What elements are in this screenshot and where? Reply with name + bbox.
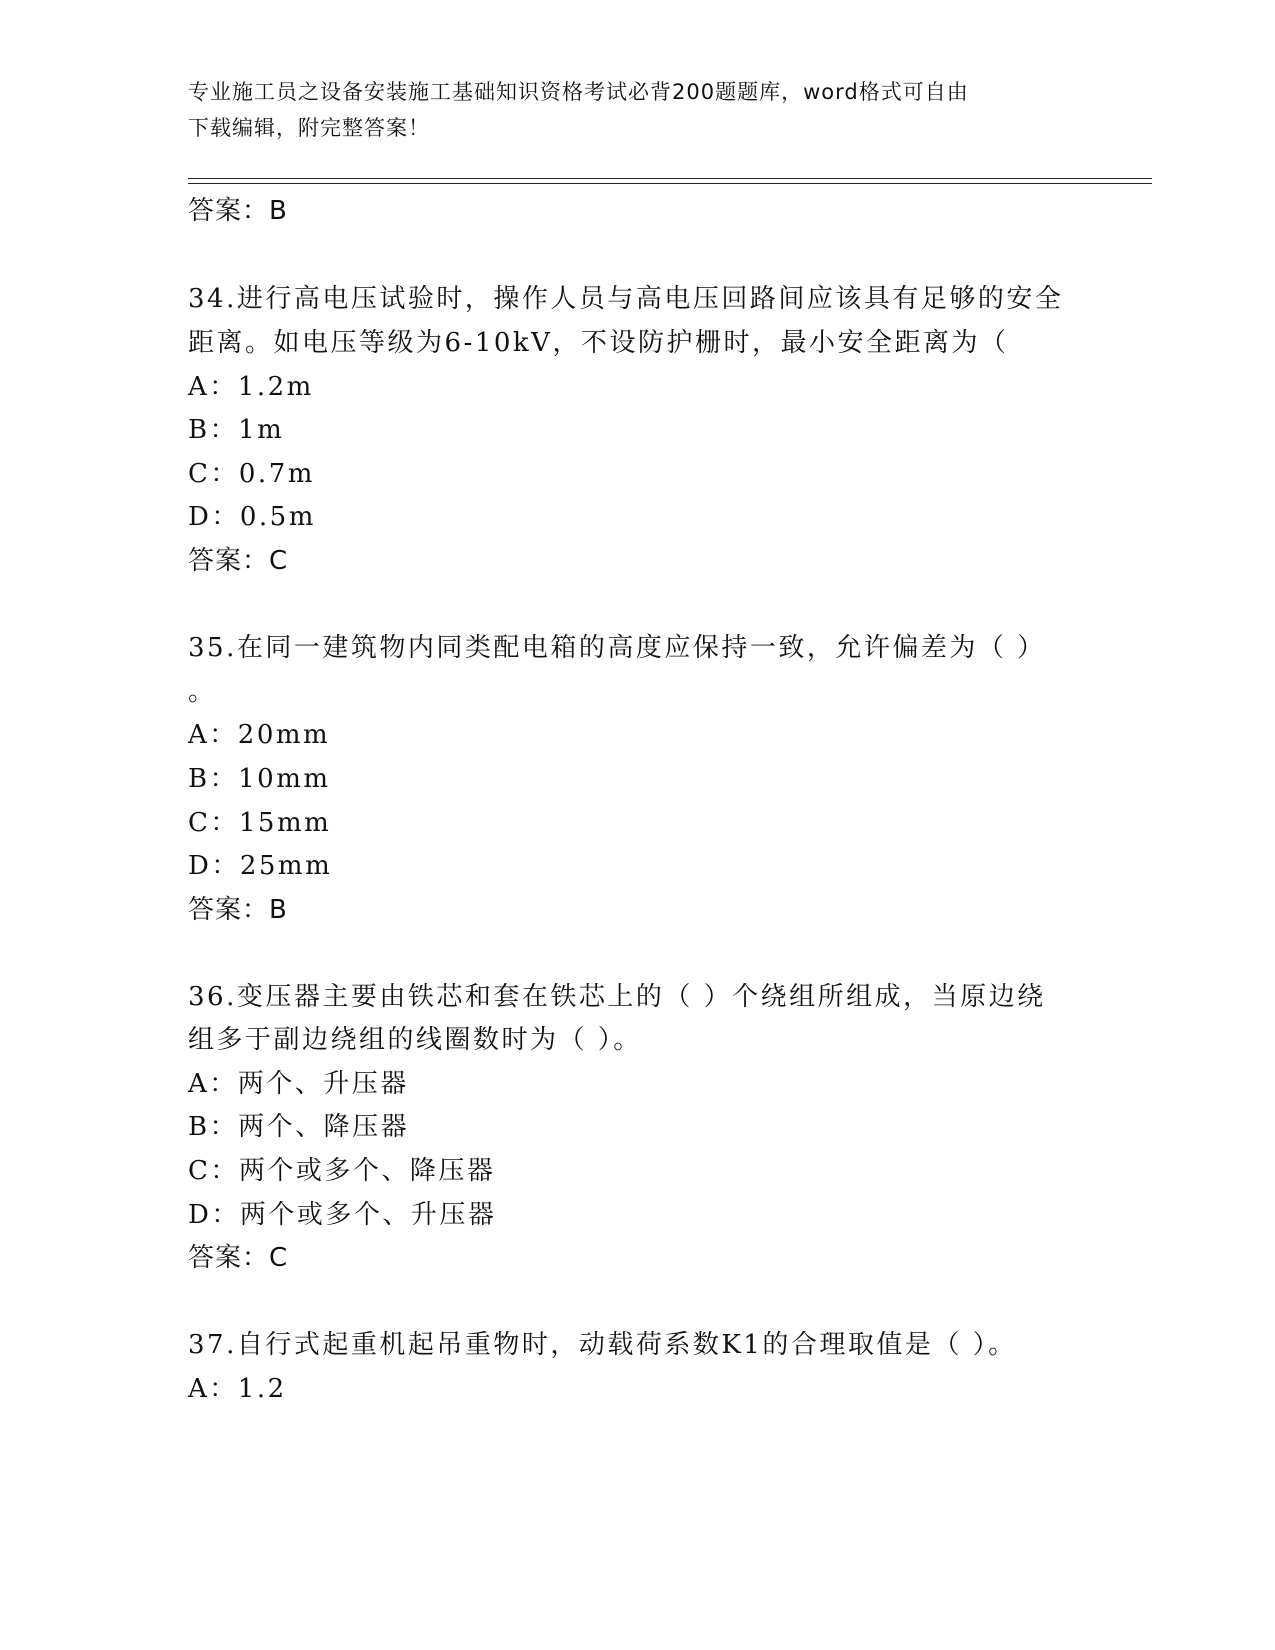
question-37-line-1: 37.自行式起重机起吊重物时，动载荷系数K1的合理取值是（ ）。 — [188, 1330, 1017, 1360]
question-34-line-1: 34.进行高电压试验时，操作人员与高电压回路间应该具有足够的安全 — [188, 284, 1064, 314]
question-36-option-c: C：两个或多个、降压器 — [188, 1156, 496, 1186]
header-divider-top — [188, 178, 1152, 179]
question-34-option-c: C：0.7m — [188, 459, 315, 489]
question-35-line-2: 。 — [188, 677, 217, 707]
question-36-answer: 答案：C — [188, 1243, 289, 1273]
question-36-line-1: 36.变压器主要由铁芯和套在铁芯上的（ ）个绕组所组成，当原边绕 — [188, 982, 1046, 1012]
question-36-option-d: D：两个或多个、升压器 — [188, 1200, 497, 1230]
question-35-option-c: C：15mm — [188, 808, 332, 838]
header-line-2: 下载编辑，附完整答案！ — [188, 116, 430, 140]
question-35-option-d: D：25mm — [188, 851, 333, 881]
question-35-option-b: B：10mm — [188, 764, 331, 794]
document-header — [188, 74, 1088, 146]
question-37-option-a: A：1.2 — [188, 1374, 287, 1404]
question-36-option-b: B：两个、降压器 — [188, 1112, 410, 1142]
question-36-option-a: A：两个、升压器 — [188, 1069, 409, 1099]
question-36-line-2: 组多于副边绕组的线圈数时为（ ）。 — [188, 1025, 642, 1055]
question-34-option-d: D：0.5m — [188, 502, 316, 532]
question-34-line-2: 距离。如电压等级为6-10kV，不设防护栅时，最小安全距离为（ — [188, 328, 1009, 358]
answer-previous: 答案：B — [188, 196, 288, 226]
question-35-line-1: 35.在同一建筑物内同类配电箱的高度应保持一致，允许偏差为（ ） — [188, 633, 1046, 663]
question-35-option-a: A：20mm — [188, 720, 331, 750]
header-divider-bottom — [188, 183, 1152, 184]
question-35-answer: 答案：B — [188, 895, 288, 925]
question-34-option-a: A：1.2m — [188, 372, 314, 402]
question-34-answer: 答案：C — [188, 546, 289, 576]
header-line-1: 专业施工员之设备安装施工基础知识资格考试必背200题题库，word格式可自由 — [188, 80, 969, 104]
question-34-option-b: B：1m — [188, 415, 285, 445]
